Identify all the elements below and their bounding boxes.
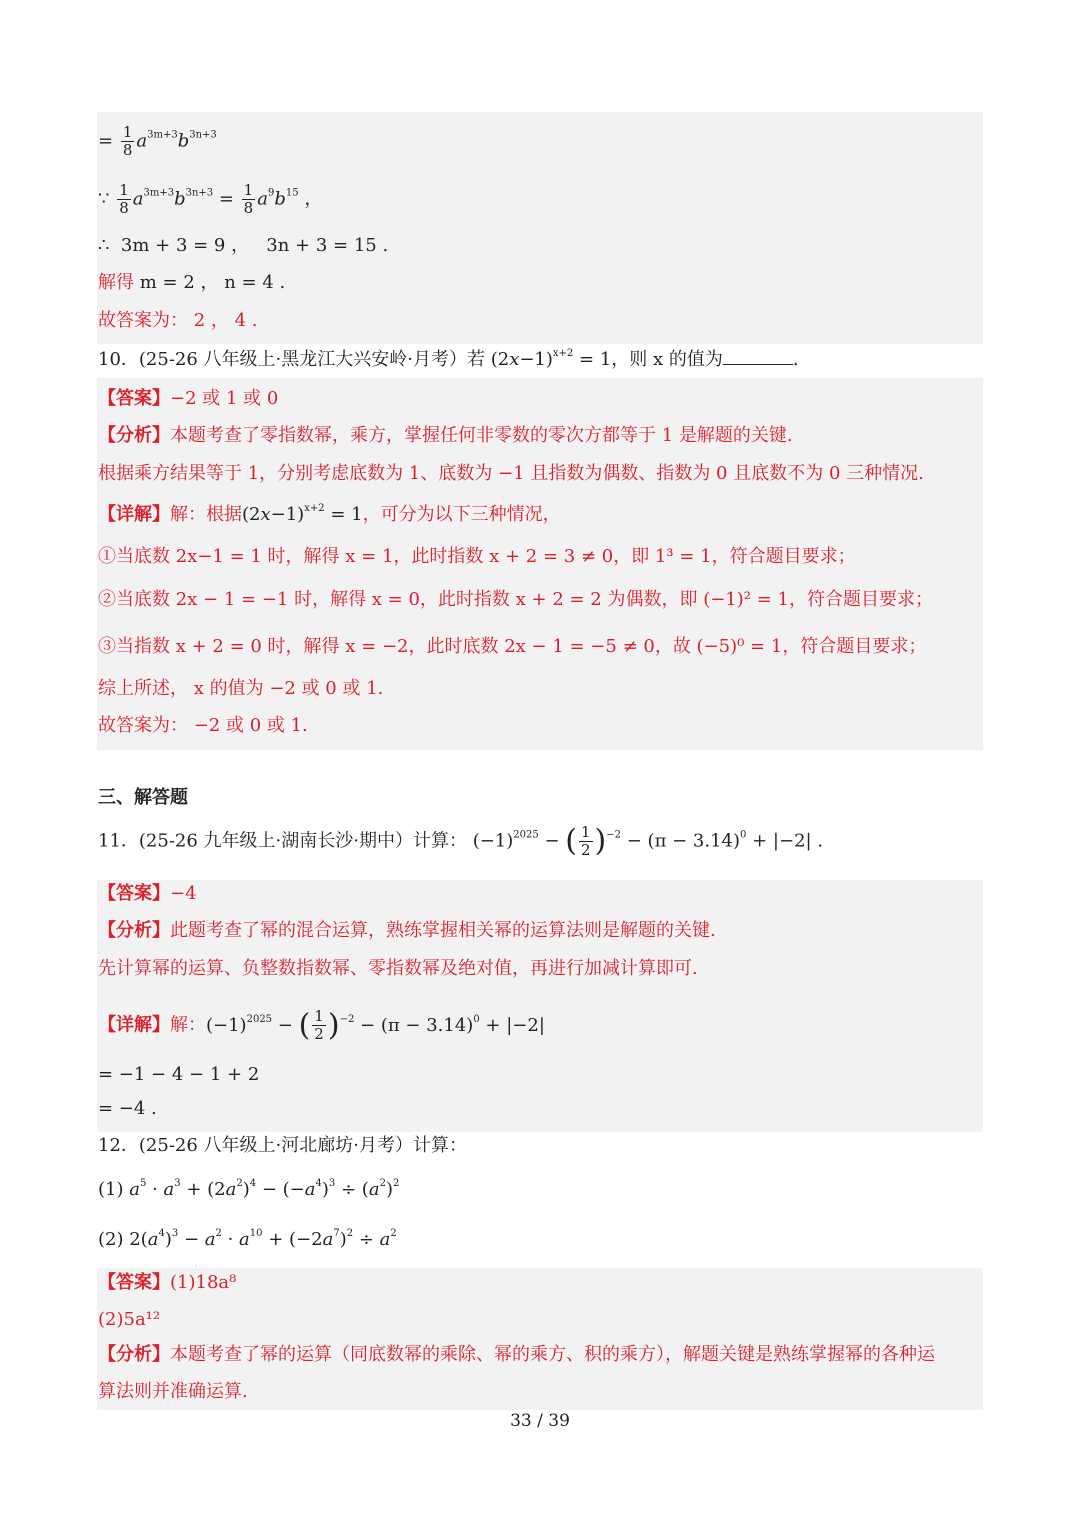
q10-analysis-2: 根据乘方结果等于 1，分别考虑底数为 1、底数为 −1 且指数为偶数、指数为 0 且底数不为 0 三种情况. — [98, 463, 924, 484]
prev-line-2: ∵ $\frac{1}{8}$ $a^{3m+3}b^{3n+3}$ = $\frac{1}{8}$ $a^9b^{15}$ ， — [98, 181, 323, 217]
solve-values: m = 2 ， n = 4 . — [139, 272, 286, 293]
because-symbol: ∵ — [98, 188, 110, 210]
prev-answer: 故答案为： 2 ， 4 . — [98, 310, 258, 331]
answer-blank — [723, 348, 793, 365]
q12-answer — [98, 1271, 236, 1295]
q12-analysis — [98, 1343, 935, 1367]
q11-stem: 11．(25-26 九年级上·湖南长沙·期中）计算： $(-1)^{2025}$ − ( $\frac{1}{2}$ )$^{-2} - (\pi - 3.14)^0 + |-2|$ . — [98, 823, 824, 859]
q10-case-1: ①当底数 2x−1 = 1 时，解得 x = 1，此时指数 x + 2 = 3 ≠ 0，即 1³ = 1，符合题目要求； — [98, 546, 856, 567]
solve-label: 解得 — [98, 272, 134, 293]
q12-answer-1: (1)18a⁸ — [170, 1272, 237, 1293]
q10-analysis-text: 本题考查了零指数幂，乘方，掌握任何非零数的零次方都等于 1 是解题的关键. — [170, 425, 793, 446]
q10-analysis — [98, 424, 793, 448]
q10-answer-value: −2 或 1 或 0 — [170, 388, 279, 409]
q12-answer-2: (2)5a¹² — [98, 1309, 161, 1330]
q12-stem: 12．(25-26 八年级上·河北廊坊·月考）计算： — [98, 1135, 467, 1156]
q10-summary: 综上所述， x 的值为 −2 或 0 或 1. — [98, 678, 384, 699]
q12-analysis-text: 本题考查了幂的运算（同底数幂的乘除、幂的乘方、积的乘方），解题关键是熟练掌握幂的各种运 — [170, 1344, 935, 1365]
q10-case-3: ③当指数 x + 2 = 0 时，解得 x = −2，此时底数 2x − 1 = −5 ≠ 0，故 (−5)⁰ = 1，符合题目要求； — [98, 636, 927, 657]
q10-detail: 【详解】解：根据$(2x-1)^{x+2} = 1$，可分为以下三种情况， — [98, 503, 561, 525]
prev-line-3: ∴ 3m + 3 = 9 ， 3n + 3 = 15 . — [98, 235, 389, 256]
q11-detail-intro: 解： — [170, 1014, 206, 1036]
q10-stem-prefix: 10．(25-26 八年级上·黑龙江大兴安岭·月考）若 — [98, 349, 485, 370]
q10-final: 故答案为： −2 或 0 或 1. — [98, 715, 308, 736]
q10-analysis-label: 【分析】 — [98, 425, 170, 446]
q11-answer-value: −4 — [170, 883, 197, 904]
q10-stem: 10．(25-26 八年级上·黑龙江大兴安岭·月考）若 $(2x-1)^{x+2} = 1$，则 x 的值为 . — [98, 348, 799, 370]
q10-detail-intro: 解：根据 — [170, 504, 242, 525]
q10-case-2: ②当底数 2x − 1 = −1 时，解得 x = 0，此时指数 x + 2 = 2 为偶数，即 (−1)² = 1，符合题目要求； — [98, 589, 933, 610]
q11-answer — [98, 882, 197, 906]
page-number: 33 / 39 — [510, 1411, 570, 1431]
q12-answer-label: 【答案】 — [98, 1272, 170, 1293]
q12-analysis-label: 【分析】 — [98, 1344, 170, 1365]
q10-answer-label: 【答案】 — [98, 388, 170, 409]
q11-stem-prefix: 11．(25-26 九年级上·湖南长沙·期中）计算： — [98, 830, 467, 852]
prev-line-4 — [98, 271, 285, 295]
q11-analysis-text: 此题考查了幂的混合运算，熟练掌握相关幂的运算法则是解题的关键. — [170, 920, 716, 941]
q10-detail-intro2: ，可分为以下三种情况， — [362, 504, 561, 525]
q11-answer-label: 【答案】 — [98, 883, 170, 904]
q11-step-2: = −4 . — [98, 1098, 157, 1119]
q10-detail-label: 【详解】 — [98, 504, 170, 525]
q12-part-2: (2) $2(a^4)^3 - a^2 \cdot a^{10} + (-2a^7)^2 \div a^2$ — [98, 1228, 397, 1250]
equation-2: 3n + 3 = 15 — [266, 235, 377, 256]
q11-step-1: = −1 − 4 − 1 + 2 — [98, 1064, 260, 1085]
q11-analysis-label: 【分析】 — [98, 920, 170, 941]
q12-analysis-2: 算法则并准确运算. — [98, 1381, 248, 1402]
q11-detail: 【详解】解：$(-1)^{2025}$ − ( $\frac{1}{2}$ )$^{-2} - (\pi - 3.14)^0 + |-2|$ — [98, 1007, 545, 1043]
section-title: 三、解答题 — [98, 787, 188, 808]
prev-line-1: = $\frac{1}{8}$ $a^{3m+3}b^{3n+3}$ — [98, 123, 217, 159]
therefore-symbol: ∴ — [98, 235, 110, 256]
q10-stem-suffix: ，则 x 的值为 — [611, 349, 723, 370]
q10-answer — [98, 387, 278, 411]
q11-detail-label: 【详解】 — [98, 1014, 170, 1036]
answer-block-q11 — [97, 880, 983, 1132]
q12-part-1: (1) $a^5 \cdot a^3 + (2a^2)^4 - (-a^4)^3 \div (a^2)^2$ — [98, 1178, 400, 1200]
equation-1: 3m + 3 = 9 — [120, 235, 226, 256]
q11-analysis-2: 先计算幂的运算、负整数指数幂、零指数幂及绝对值，再进行加减计算即可. — [98, 958, 698, 979]
q11-analysis — [98, 919, 716, 943]
